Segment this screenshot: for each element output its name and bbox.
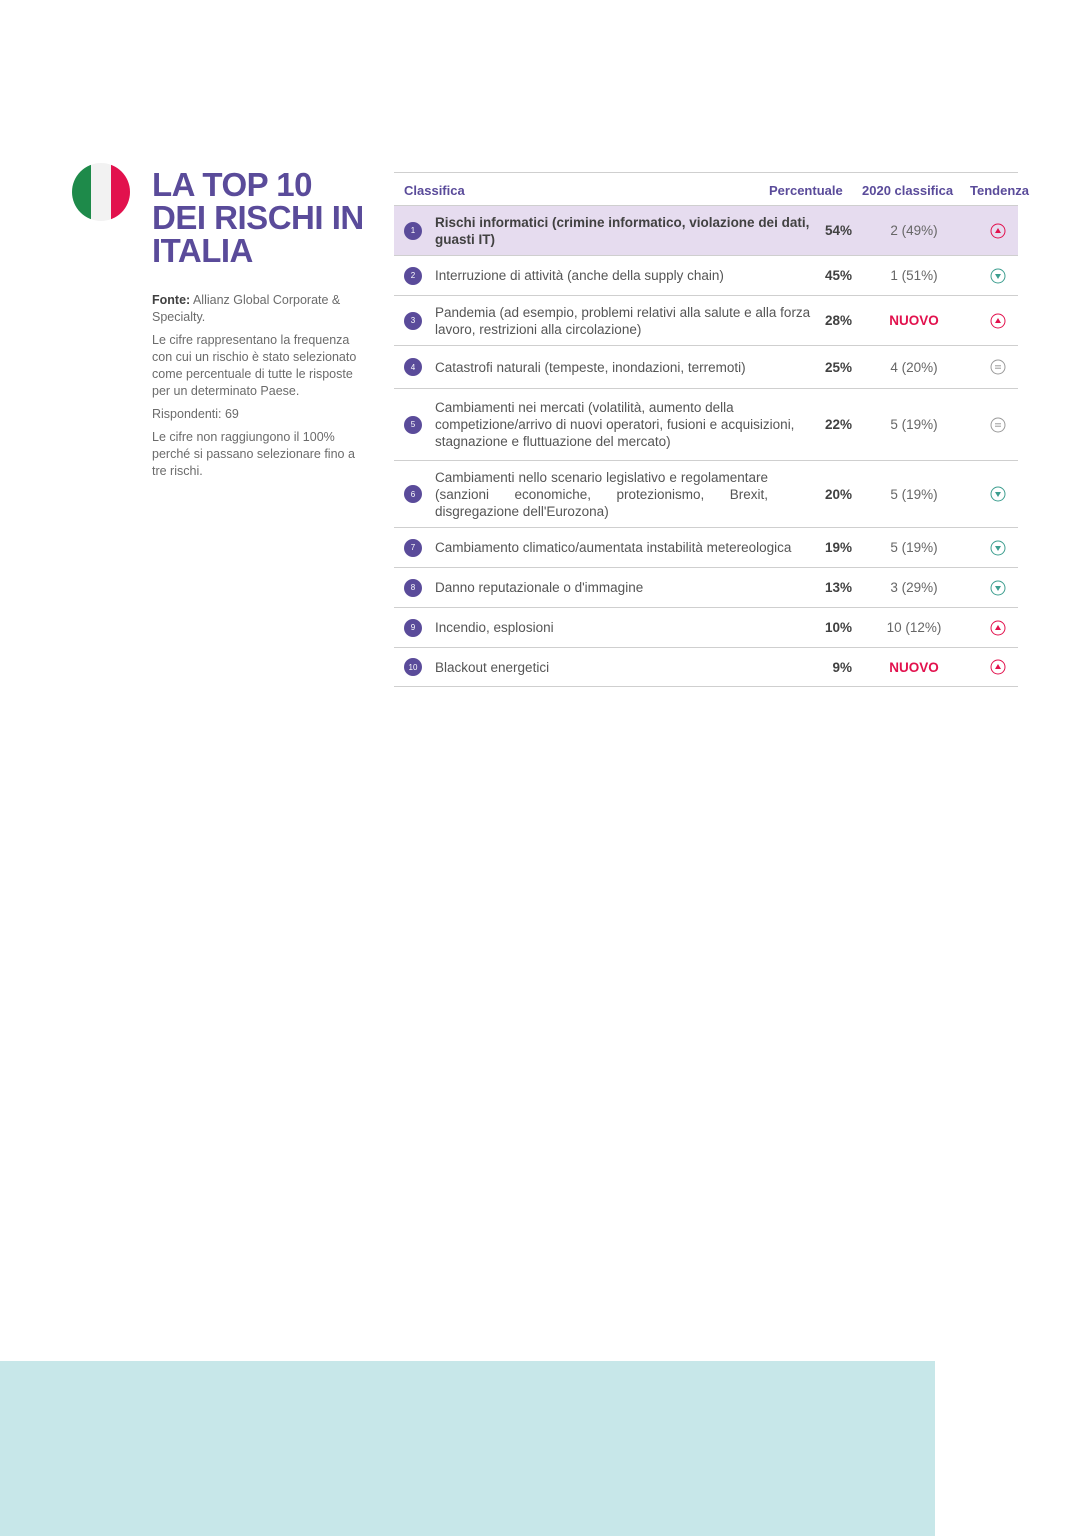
down-icon [990,268,1006,284]
risk-percentage: 25% [824,359,852,375]
risk-percentage: 54% [824,223,852,238]
risk-label: Rischi informatici (crimine informatico, violazione dei dati, guasti IT) [435,214,810,247]
table-row [394,567,1018,607]
table-row [394,388,1018,460]
rank-badge: 8 [404,579,422,597]
rank-badge: 5 [404,416,422,434]
risk-table [394,172,1029,687]
table-row [394,255,1018,295]
risk-percentage: 10% [824,620,852,635]
footer-band [0,1361,935,1536]
previous-rank: 4 (20%) [890,359,938,375]
rank-badge: 9 [404,619,422,637]
rank-badge: 1 [404,222,422,240]
previous-rank: 1 (51%) [890,268,938,283]
methodology-note: Le cifre rappresentano la frequenza con cui un rischio è stato selezionato come percentuale di tutte le risposte per un determinato Paese. [152,333,357,398]
previous-rank: 2 (49%) [890,223,938,238]
risk-label: Incendio, esplosioni [435,620,554,635]
table-row [394,205,1018,255]
previous-rank: 5 (19%) [890,417,938,432]
up-icon [990,659,1006,675]
table-row [394,345,1018,388]
down-icon [990,486,1006,502]
rank-badge: 10 [404,658,422,676]
respondents-note: Rispondenti: 69 [152,407,239,421]
source-label: Fonte: [152,293,191,307]
rank-badge: 4 [404,358,422,376]
source-text: Allianz Global Corporate & Specialty. [152,293,341,324]
previous-rank: NUOVO [889,313,939,328]
rank-badge: 3 [404,312,422,330]
risk-percentage: 20% [824,486,852,502]
rank-badge: 7 [404,539,422,557]
italy-flag-icon [72,163,130,221]
previous-rank: 5 (19%) [890,540,938,555]
risk-label: Pandemia (ad esempio, problemi relativi alla salute e alla forza lavoro, restrizioni alla circolazione) [435,304,811,337]
risk-percentage: 22% [824,417,852,432]
previous-rank: 3 (29%) [890,580,938,595]
page-title: LA TOP 10 DEI RISCHI IN ITALIA [152,166,364,269]
risk-label: Interruzione di attività (anche della supply chain) [435,268,724,283]
previous-rank: 5 (19%) [890,486,938,502]
column-header-trend: Tendenza [970,183,1029,198]
risk-label: Catastrofi naturali (tempeste, inondazioni, terremoti) [435,359,746,375]
risk-label: Blackout energetici [435,659,550,675]
equal-icon [990,359,1006,375]
risk-percentage: 45% [824,268,852,283]
equal-icon [990,417,1006,433]
table-row [394,647,1018,687]
risk-label: Danno reputazionale o d'immagine [435,580,644,595]
previous-rank: NUOVO [889,659,939,675]
column-header-percentage: Percentuale [769,183,843,198]
source-note [152,292,367,326]
table-row [394,527,1018,567]
rank-badge: 2 [404,267,422,285]
notes [152,292,367,486]
risk-label: Cambiamento climatico/aumentata instabilità metereologica [435,540,792,555]
column-header-2020-rank: 2020 classifica [862,183,954,198]
risk-percentage: 19% [824,540,852,555]
total-note: Le cifre non raggiungono il 100% perché si passano selezionare fino a tre rischi. [152,430,355,478]
column-header-rank: Classifica [404,183,465,198]
down-icon [990,540,1006,556]
up-icon [990,223,1006,239]
table-row [394,295,1018,345]
table-row [394,607,1018,647]
rank-badge: 6 [404,485,422,503]
table-row [394,460,1018,527]
table-header [394,173,1029,205]
risk-percentage: 13% [824,580,852,595]
up-icon [990,620,1006,636]
risk-label: Cambiamenti nei mercati (volatilità, aumento della competizione/arrivo di nuovi operatori, fusioni e acquisizioni, stagnazione e fluttuazione del mercato) [435,400,795,449]
previous-rank: 10 (12%) [886,620,942,635]
risk-label: Cambiamenti nello scenario legislativo e regolamentare (sanzioni economiche, protezionismo, Brexit, disgregazione dell'Eurozona) [435,469,768,519]
down-icon [990,580,1006,596]
risk-percentage: 9% [832,659,852,675]
up-icon [990,313,1006,329]
risk-percentage: 28% [824,313,852,328]
